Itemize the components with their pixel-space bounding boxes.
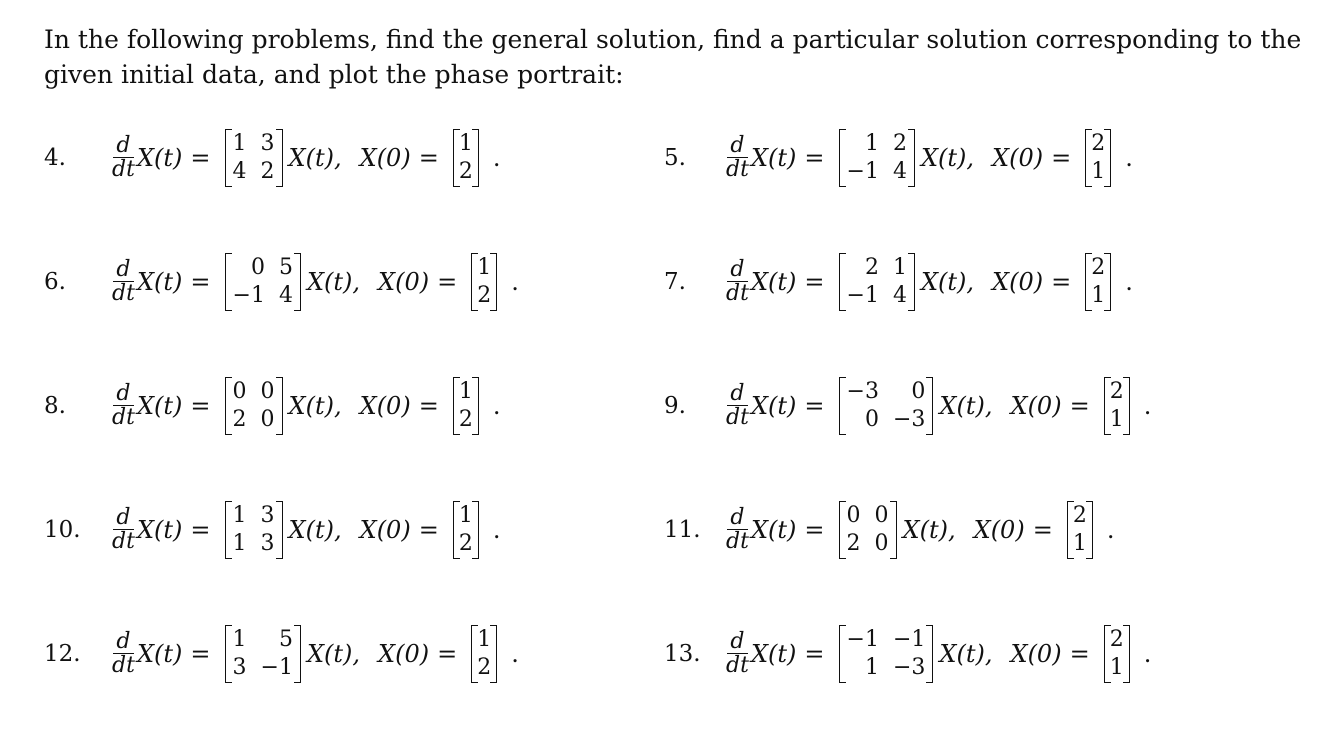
matrix-entry: 0 [846,503,861,528]
derivative-denominator: dt [112,156,135,182]
problem-item [44,366,656,446]
initial-condition-label: X(0) [992,268,1044,296]
matrix-entry: 5 [278,627,293,652]
problem-number: 11. [664,517,701,543]
equals-sign: = [804,640,825,668]
initial-condition-label: X(0) [973,516,1025,544]
state-vector-rhs: X(t), [306,268,361,296]
equals-sign: = [190,516,211,544]
coefficient-matrix [225,501,283,559]
derivative-operator [726,256,749,306]
initial-vector [453,377,479,435]
equals-sign: = [804,392,825,420]
initial-vector [1085,253,1111,311]
matrix-entry: −1 [846,283,879,308]
state-vector: X(t) [750,268,797,296]
derivative-operator [112,132,135,182]
matrix-entry: −1 [846,159,879,184]
vector-entry: 2 [477,655,492,680]
matrix-entry: 2 [892,131,907,156]
problem-item [44,242,656,322]
vector-entry: 2 [458,531,473,556]
matrix-entry: 2 [846,531,861,556]
initial-vector [1104,377,1130,435]
matrix-entry: 3 [260,531,275,556]
matrix-entry: −3 [846,379,879,404]
vector-entry: 1 [1109,407,1124,432]
vector-entry: 2 [1109,627,1124,652]
matrix-entry: 4 [892,159,907,184]
ode-equation [726,253,1133,311]
matrix-entry: 4 [892,283,907,308]
problem-item [664,366,1276,446]
coefficient-matrix [839,625,934,683]
problem-list [44,118,1314,694]
state-vector-rhs: X(t), [920,144,975,172]
derivative-numerator: d [727,507,747,530]
matrix-entry: 0 [911,379,926,404]
equals-sign: = [437,640,458,668]
derivative-operator [726,504,749,554]
equals-sign: = [190,144,211,172]
initial-vector [471,253,497,311]
initial-condition-label: X(0) [1010,392,1062,420]
matrix-entry: 3 [232,655,247,680]
vector-entry: 1 [1091,283,1106,308]
equals-sign: = [804,144,825,172]
initial-condition-label: X(0) [378,640,430,668]
period: . [511,640,519,668]
state-vector: X(t) [750,640,797,668]
equals-sign: = [804,516,825,544]
derivative-denominator: dt [112,652,135,678]
period: . [492,144,501,172]
coefficient-matrix [225,129,283,187]
matrix-entry: −1 [846,627,879,652]
vector-entry: 2 [458,407,473,432]
derivative-numerator: d [113,631,133,654]
vector-entry: 1 [458,379,473,404]
derivative-operator [112,256,135,306]
state-vector-rhs: X(t), [939,640,993,668]
ode-equation [112,625,519,683]
problem-number: 8. [44,393,66,419]
initial-vector [1085,129,1111,187]
equals-sign: = [418,392,439,420]
equals-sign: = [418,516,439,544]
matrix-entry: −3 [892,655,926,680]
problem-item [664,490,1276,570]
vector-entry: 1 [477,627,492,652]
equals-sign: = [190,268,211,296]
coefficient-matrix [225,377,283,435]
derivative-denominator: dt [112,528,135,554]
vector-entry: 2 [458,159,473,184]
matrix-entry: 0 [874,503,889,528]
vector-entry: 1 [458,503,473,528]
matrix-entry: 0 [232,379,247,404]
initial-vector [471,625,497,683]
state-vector-rhs: X(t), [902,516,956,544]
initial-vector [453,501,479,559]
vector-entry: 2 [1072,503,1087,528]
problem-number: 6. [44,269,66,295]
vector-entry: 2 [1091,255,1106,280]
derivative-operator [726,380,749,430]
matrix-entry: 1 [864,131,879,156]
state-vector-rhs: X(t), [288,516,342,544]
period: . [492,516,501,544]
ode-equation [112,377,500,435]
matrix-entry: 0 [864,407,879,432]
state-vector-rhs: X(t), [288,392,342,420]
equals-sign: = [1051,268,1072,296]
matrix-entry: 0 [874,531,889,556]
vector-entry: 2 [1091,131,1106,156]
initial-vector [453,129,479,187]
derivative-operator [112,504,135,554]
problem-number: 12. [44,641,81,667]
matrix-entry: 2 [260,159,275,184]
derivative-operator [726,132,749,182]
period: . [1125,144,1133,172]
initial-condition-label: X(0) [378,268,430,296]
equals-sign: = [418,144,439,172]
derivative-denominator: dt [726,404,749,430]
ode-equation [112,129,500,187]
state-vector: X(t) [750,516,797,544]
equals-sign: = [1051,144,1072,172]
period: . [1125,268,1133,296]
vector-entry: 2 [477,283,492,308]
coefficient-matrix [225,253,301,311]
matrix-entry: −1 [260,655,293,680]
coefficient-matrix [839,501,897,559]
vector-entry: 1 [1072,531,1087,556]
problem-item [664,242,1276,322]
matrix-entry: 3 [260,503,275,528]
problem-item [44,490,656,570]
derivative-denominator: dt [726,652,749,678]
state-vector: X(t) [750,144,797,172]
problem-number: 9. [664,393,686,419]
vector-entry: 2 [1109,379,1124,404]
derivative-numerator: d [113,383,133,406]
period: . [1143,640,1152,668]
equals-sign: = [1032,516,1053,544]
derivative-numerator: d [113,135,133,158]
coefficient-matrix [839,129,915,187]
initial-condition-label: X(0) [359,392,411,420]
problem-number: 5. [664,145,686,171]
state-vector-rhs: X(t), [288,144,342,172]
derivative-numerator: d [727,631,747,654]
state-vector-rhs: X(t), [920,268,975,296]
coefficient-matrix [839,253,915,311]
equals-sign: = [190,640,211,668]
derivative-numerator: d [727,135,747,158]
vector-entry: 1 [458,131,473,156]
ode-equation [112,253,519,311]
matrix-entry: 1 [864,655,879,680]
matrix-entry: −1 [232,283,265,308]
matrix-entry: 1 [232,627,247,652]
coefficient-matrix [839,377,934,435]
problem-number: 4. [44,145,66,171]
state-vector: X(t) [136,516,183,544]
matrix-entry: 3 [260,131,275,156]
period: . [1143,392,1152,420]
equals-sign: = [190,392,211,420]
problem-item [664,118,1276,198]
ode-equation [726,625,1151,683]
period: . [1106,516,1115,544]
matrix-entry: 4 [278,283,293,308]
equals-sign: = [1069,392,1090,420]
derivative-numerator: d [727,259,747,282]
matrix-entry: 1 [232,503,247,528]
ode-equation [726,501,1114,559]
vector-entry: 1 [477,255,492,280]
equals-sign: = [1069,640,1090,668]
coefficient-matrix [225,625,301,683]
problem-number: 13. [664,641,701,667]
matrix-entry: 2 [232,407,247,432]
derivative-numerator: d [113,259,133,282]
problem-item [664,614,1276,694]
matrix-entry: 2 [864,255,879,280]
ode-equation [726,129,1133,187]
initial-condition-label: X(0) [992,144,1044,172]
instructions-paragraph: In the following problems, find the general solution, find a particular solution corresponding to the given initial data, and plot the phase portrait: [44,25,1302,89]
matrix-entry: 1 [232,531,247,556]
state-vector: X(t) [136,392,183,420]
state-vector: X(t) [136,144,183,172]
derivative-operator [726,628,749,678]
derivative-denominator: dt [112,404,135,430]
initial-vector [1104,625,1130,683]
derivative-operator [112,380,135,430]
state-vector: X(t) [136,640,183,668]
derivative-numerator: d [727,383,747,406]
vector-entry: 1 [1109,655,1124,680]
matrix-entry: 5 [278,255,293,280]
problem-number: 7. [664,269,686,295]
derivative-denominator: dt [726,528,749,554]
state-vector-rhs: X(t), [939,392,993,420]
derivative-denominator: dt [112,280,135,306]
equals-sign: = [437,268,458,296]
ode-equation [726,377,1151,435]
matrix-entry: 0 [250,255,265,280]
matrix-entry: 4 [232,159,247,184]
matrix-entry: 1 [892,255,907,280]
state-vector: X(t) [136,268,183,296]
problem-number: 10. [44,517,81,543]
matrix-entry: −1 [892,627,926,652]
matrix-entry: 0 [260,379,275,404]
problem-item [44,118,656,198]
matrix-entry: −3 [892,407,926,432]
derivative-operator [112,628,135,678]
matrix-entry: 0 [260,407,275,432]
initial-condition-label: X(0) [1010,640,1062,668]
initial-condition-label: X(0) [359,516,411,544]
derivative-denominator: dt [726,280,749,306]
derivative-numerator: d [113,507,133,530]
matrix-entry: 1 [232,131,247,156]
derivative-denominator: dt [726,156,749,182]
equals-sign: = [804,268,825,296]
state-vector-rhs: X(t), [306,640,361,668]
period: . [492,392,501,420]
initial-vector [1067,501,1093,559]
problem-item [44,614,656,694]
period: . [511,268,519,296]
state-vector: X(t) [750,392,797,420]
initial-condition-label: X(0) [359,144,411,172]
vector-entry: 1 [1091,159,1106,184]
ode-equation [112,501,500,559]
